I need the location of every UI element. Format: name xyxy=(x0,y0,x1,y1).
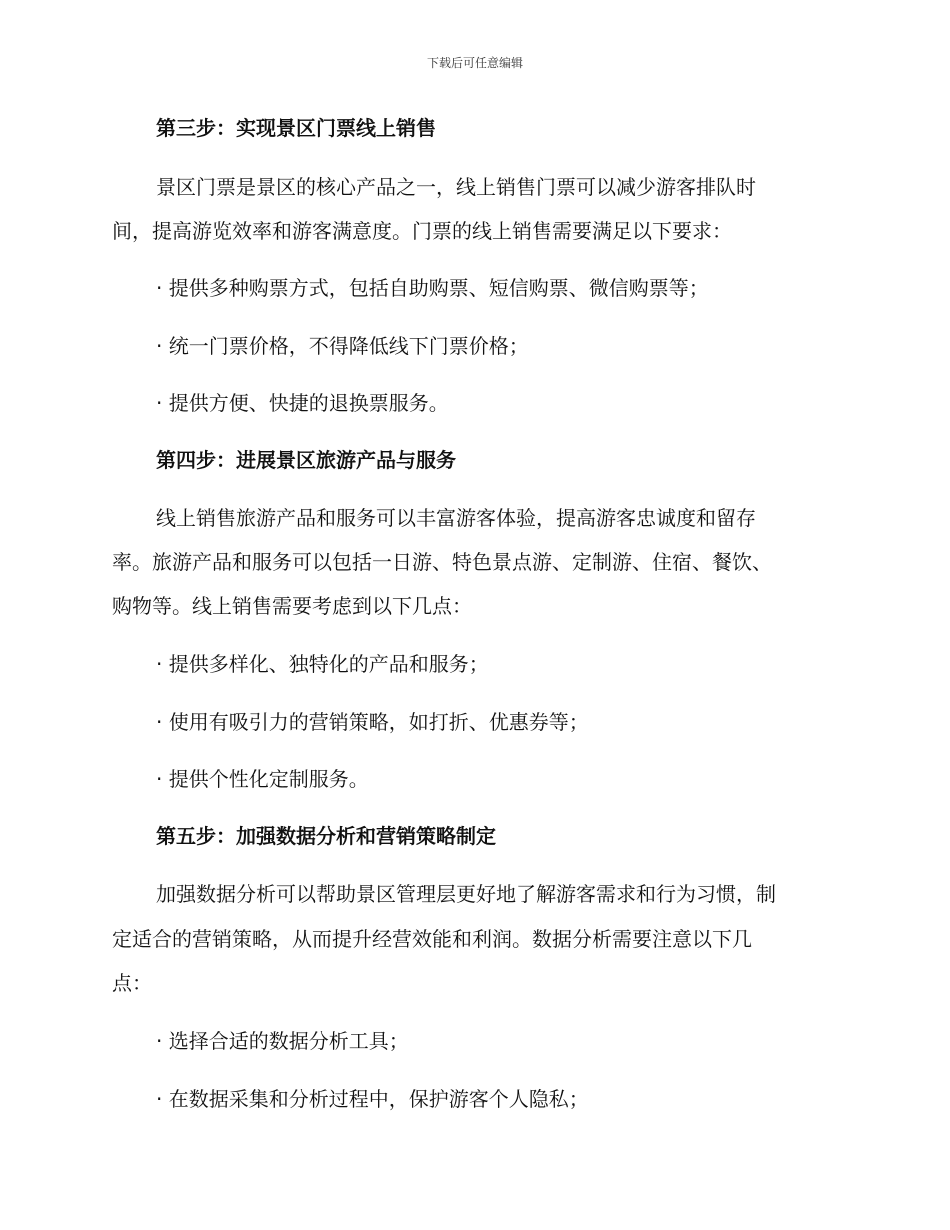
bullet-item: · 在数据采集和分析过程中，保护游客个人隐私； xyxy=(156,1087,589,1111)
bullet-item: · 提供多种购票方式，包括自助购票、短信购票、微信购票等； xyxy=(156,276,709,300)
paragraph-line: 率。旅游产品和服务可以包括一日游、特色景点游、定制游、住宿、餐饮、 xyxy=(112,550,772,574)
section-heading-step4: 第四步：进展景区旅游产品与服务 xyxy=(156,448,456,472)
paragraph-line: 购物等。线上销售需要考虑到以下几点： xyxy=(112,594,472,618)
paragraph-line: 景区门票是景区的核心产品之一，线上销售门票可以减少游客排队时 xyxy=(156,175,756,199)
header-note: 下载后可任意编辑 xyxy=(426,56,523,70)
section-heading-step3: 第三步：实现景区门票线上销售 xyxy=(156,116,436,140)
bullet-item: · 提供个性化定制服务。 xyxy=(156,767,369,791)
paragraph-line: 定适合的营销策略，从而提升经营效能和利润。数据分析需要注意以下几 xyxy=(112,927,752,951)
bullet-item: · 统一门票价格，不得降低线下门票价格； xyxy=(156,334,529,358)
section-heading-step5: 第五步：加强数据分析和营销策略制定 xyxy=(156,824,496,848)
bullet-item: · 选择合适的数据分析工具； xyxy=(156,1029,409,1053)
bullet-item: · 提供方便、快捷的退换票服务。 xyxy=(156,391,449,415)
paragraph-line: 间，提高游览效率和游客满意度。门票的线上销售需要满足以下要求： xyxy=(112,219,732,243)
paragraph-line: 加强数据分析可以帮助景区管理层更好地了解游客需求和行为习惯，制 xyxy=(156,882,776,906)
paragraph-line: 点： xyxy=(112,971,152,995)
bullet-item: · 提供多样化、独特化的产品和服务； xyxy=(156,652,489,676)
bullet-item: · 使用有吸引力的营销策略，如打折、优惠券等； xyxy=(156,710,589,734)
paragraph-line: 线上销售旅游产品和服务可以丰富游客体验，提高游客忠诚度和留存 xyxy=(156,506,756,530)
